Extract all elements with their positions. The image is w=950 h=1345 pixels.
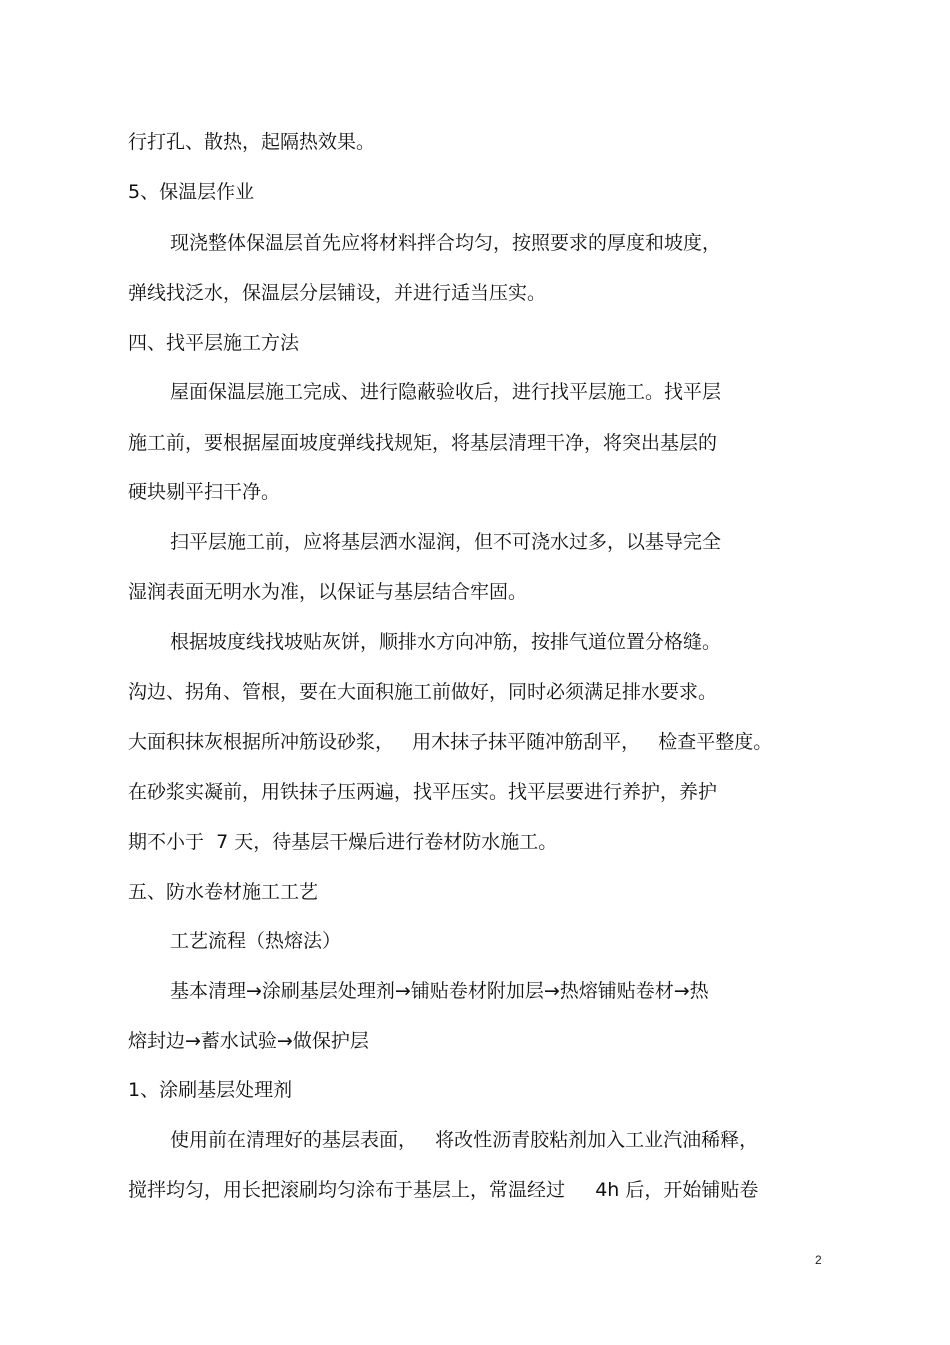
text-line: 行打孔、散热，起隔热效果。 — [128, 131, 376, 153]
section-heading: 5、保温层作业 — [128, 181, 255, 203]
text-line: 施工前，要根据屋面坡度弹线找规矩，将基层清理干净，将突出基层的 — [128, 432, 718, 454]
text-line: 硬块剔平扫干净。 — [128, 481, 281, 503]
text-line: 大面积抹灰根据所冲筋设砂浆， 用木抹子抹平随冲筋刮平， 检查平整度。 — [128, 731, 773, 753]
text-line: 沟边、拐角、管根，要在大面积施工前做好，同时必须满足排水要求。 — [128, 681, 718, 703]
text-line: 弹线找泛水，保温层分层铺设，并进行适当压实。 — [128, 282, 547, 304]
page-number: 2 — [815, 1253, 822, 1267]
section-heading: 1、涂刷基层处理剂 — [128, 1079, 293, 1101]
section-heading: 五、防水卷材施工工艺 — [128, 881, 319, 903]
text-line: 工艺流程（热熔法） — [170, 930, 342, 952]
text-line: 扫平层施工前，应将基层洒水湿润，但不可浇水过多，以基导完全 — [170, 531, 722, 553]
section-heading: 四、找平层施工方法 — [128, 332, 300, 354]
text-line: 现浇整体保温层首先应将材料拌合均匀，按照要求的厚度和坡度， — [170, 232, 722, 254]
text-line: 根据坡度线找坡贴灰饼，顺排水方向冲筋，按排气道位置分格缝。 — [170, 631, 722, 653]
text-line: 期不小于 7 天，待基层干燥后进行卷材防水施工。 — [128, 831, 558, 853]
text-line: 熔封边→蓄水试验→做保护层 — [128, 1030, 369, 1052]
text-line: 使用前在清理好的基层表面， 将改性沥青胶粘剂加入工业汽油稀释， — [170, 1129, 759, 1151]
text-line: 搅拌均匀，用长把滚刷均匀涂布于基层上，常温经过 4h 后，开始铺贴卷 — [128, 1179, 759, 1201]
text-line: 在砂浆实凝前，用铁抹子压两遍，找平压实。找平层要进行养护，养护 — [128, 781, 718, 803]
text-line: 屋面保温层施工完成、进行隐蔽验收后，进行找平层施工。找平层 — [170, 381, 722, 403]
text-line: 湿润表面无明水为准，以保证与基层结合牢固。 — [128, 581, 528, 603]
text-line: 基本清理→涂刷基层处理剂→铺贴卷材附加层→热熔铺贴卷材→热 — [170, 980, 709, 1002]
